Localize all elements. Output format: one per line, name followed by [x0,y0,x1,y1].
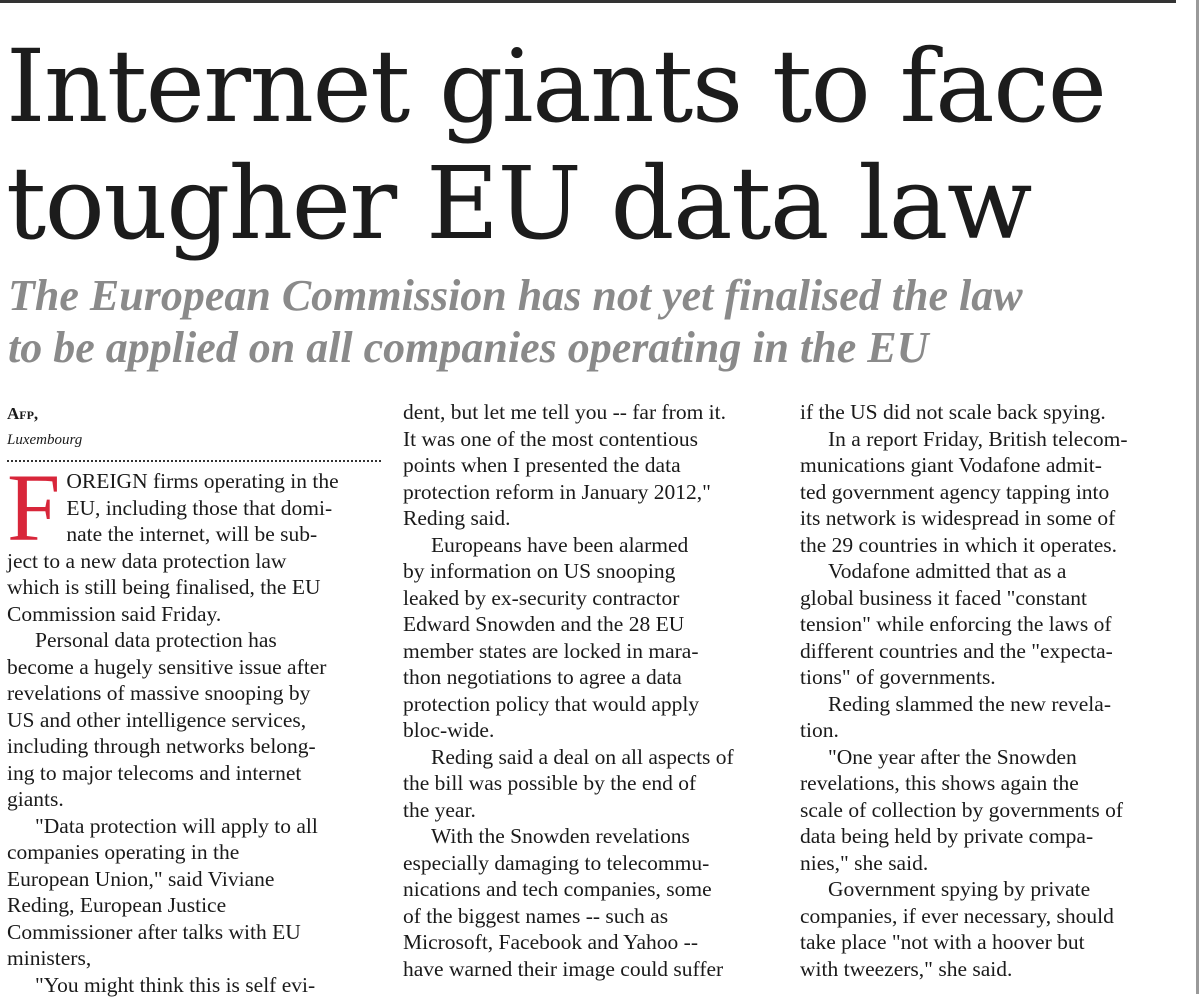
text-line: have warned their image could suffer [403,956,787,983]
article-paragraph [7,627,387,813]
headline-line: Internet giants to face [6,28,1105,145]
article-paragraph [403,823,787,982]
text-line: giants. [7,786,387,813]
page-edge-rule [1196,0,1199,994]
text-line: Microsoft, Facebook and Yahoo -- [403,929,787,956]
text-line: take place "not with a hoover but [800,929,1190,956]
text-line: Commissioner after talks with EU [7,919,387,946]
text-line: European Union," said Viviane [7,866,387,893]
text-line: data being held by private compa- [800,823,1190,850]
text-line: Vodafone admitted that as a [800,558,1190,585]
text-line: its network is widespread in some of [800,505,1190,532]
text-line: by information on US snooping [403,558,787,585]
text-line: protection reform in January 2012," [403,479,787,506]
article-paragraph [800,691,1190,744]
text-line: US and other intelligence services, [7,707,387,734]
subheadline [8,270,1023,374]
article-paragraph [800,744,1190,877]
text-line: ministers, [7,945,387,972]
byline [7,399,387,453]
text-line: Reding said a deal on all aspects of [403,744,787,771]
article-paragraph [403,744,787,824]
article-column-1 [7,399,387,998]
text-line: ing to major telecoms and internet [7,760,387,787]
text-line: Europeans have been alarmed [403,532,787,559]
text-line: points when I presented the data [403,452,787,479]
text-line: dent, but let me tell you -- far from it. [403,399,787,426]
article-paragraph [800,558,1190,691]
text-line: Reding slammed the new revela- [800,691,1190,718]
text-line: leaked by ex-security contractor [403,585,787,612]
text-line: "Data protection will apply to all [7,813,387,840]
text-line: Edward Snowden and the 28 EU [403,611,787,638]
text-line: the year. [403,797,787,824]
headline-line: tougher EU data law [6,145,1105,262]
text-line: companies operating in the [7,839,387,866]
text-line: Reding, European Justice [7,892,387,919]
article-paragraph [800,399,1190,426]
byline-agency: Afp, [7,401,387,427]
dotted-divider [7,460,381,462]
headline [6,28,1105,262]
text-line: ject to a new data protection law [7,548,387,575]
text-line: especially damaging to telecommu- [403,850,787,877]
text-line: nies," she said. [800,850,1190,877]
text-line: EU, including those that domi- [7,495,387,522]
text-line: "You might think this is self evi- [7,972,387,998]
text-line: become a hugely sensitive issue after [7,654,387,681]
text-line: the bill was possible by the end of [403,770,787,797]
text-line: With the Snowden revelations [403,823,787,850]
text-line: munications giant Vodafone admit- [800,452,1190,479]
text-line: with tweezers," she said. [800,956,1190,983]
top-rule [0,0,1176,3]
text-line: the 29 countries in which it operates. [800,532,1190,559]
article-paragraph [7,468,387,627]
text-line: revelations of massive snooping by [7,680,387,707]
text-line: nate the internet, will be sub- [7,521,387,548]
text-line: member states are locked in mara- [403,638,787,665]
text-line: ted government agency tapping into [800,479,1190,506]
text-line: thon negotiations to agree a data [403,664,787,691]
byline-place: Luxembourg [7,427,387,453]
subheadline-line: The European Commission has not yet finalised the law [8,270,1023,322]
text-line: of the biggest names -- such as [403,903,787,930]
text-line: In a report Friday, British telecom- [800,426,1190,453]
text-line: tions" of governments. [800,664,1190,691]
article-paragraph [403,399,787,532]
subheadline-line: to be applied on all companies operating in the EU [8,322,1023,374]
article-paragraph [7,813,387,972]
article-paragraph [800,876,1190,982]
text-line: revelations, this shows again the [800,770,1190,797]
text-line: It was one of the most contentious [403,426,787,453]
text-line: tension" while enforcing the laws of [800,611,1190,638]
text-line: Government spying by private [800,876,1190,903]
text-line: Commission said Friday. [7,601,387,628]
text-line: protection policy that would apply [403,691,787,718]
text-line: nications and tech companies, some [403,876,787,903]
article-paragraph [7,972,387,998]
text-line: global business it faced "constant [800,585,1190,612]
text-line: tion. [800,717,1190,744]
text-line: including through networks belong- [7,733,387,760]
text-line: OREIGN firms operating in the [7,468,387,495]
article-paragraph [403,532,787,744]
text-line: which is still being finalised, the EU [7,574,387,601]
article-column-3 [800,399,1190,982]
article-paragraph [800,426,1190,559]
text-line: if the US did not scale back spying. [800,399,1190,426]
article-column-2 [403,399,787,982]
text-line: Reding said. [403,505,787,532]
text-line: companies, if ever necessary, should [800,903,1190,930]
text-line: bloc-wide. [403,717,787,744]
text-line: scale of collection by governments of [800,797,1190,824]
drop-cap: F [7,471,60,547]
text-line: Personal data protection has [7,627,387,654]
text-line: different countries and the "expecta- [800,638,1190,665]
text-line: "One year after the Snowden [800,744,1190,771]
